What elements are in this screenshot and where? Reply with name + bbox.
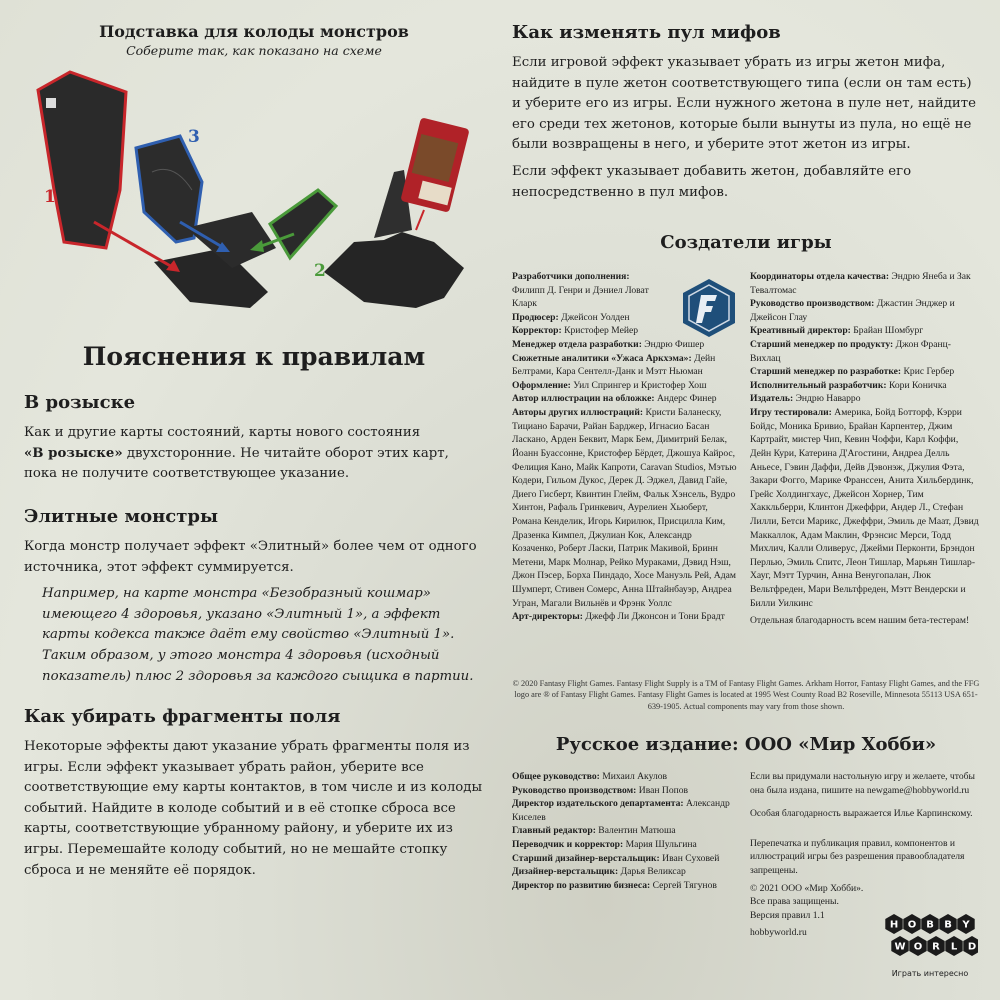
logo-letter: B bbox=[944, 919, 952, 931]
logo-letter: O bbox=[907, 919, 917, 931]
special-thanks: Особая благодарность выражается Илье Карпинскому. bbox=[750, 808, 973, 820]
credit-entry: Продюсер: Джейсон Уолден bbox=[512, 311, 630, 323]
stand-assembly-diagram bbox=[24, 62, 484, 312]
credit-entry: Старший менеджер по разработке: Крис Гербер bbox=[750, 366, 955, 378]
stand-diagram-svg bbox=[24, 62, 484, 312]
site-link[interactable]: hobbyworld.ru bbox=[750, 927, 807, 939]
right-column bbox=[512, 22, 980, 978]
copyright-note: Перепечатка и публикация правил, компонентов и иллюстраций игры без разрешения правообладателя запрещены. bbox=[750, 837, 965, 877]
fragments-text: Некоторые эффекты дают указание убрать фрагменты поля из игры. Если эффект указывает убрать район, уберите все соответствующие ему карты контактов, в том числе и из колоды событий. Найдите в колоде событий и в её стопке сброса все карты, соответствующие убранному району, и уберите их из игры. Перемешайте колоду событий, но не мешайте стопку сброса и не меняйте её порядок. bbox=[24, 739, 483, 878]
legal-notice: © 2020 Fantasy Flight Games. Fantasy Flight Supply is a TM of Fantasy Flight Games. Arkham Horror, Fantasy Flight Games, and the FFG logo are ® of Fantasy Flight Games. Fantasy Flight Games is located at 1995 West County Road B2 Roseville, Minnesota 55113 USA 651-639-1905. Actual components may vary from those shown. bbox=[512, 679, 980, 711]
credits-col-2 bbox=[750, 270, 980, 628]
logo-letter: L bbox=[950, 941, 958, 953]
copyright: © 2021 ООО «Мир Хобби». Все права защищены. bbox=[750, 882, 864, 908]
left-column bbox=[24, 22, 484, 878]
stand-piece-2 bbox=[270, 190, 336, 258]
logo-letter: D bbox=[967, 941, 977, 953]
credit-entry: Разработчики дополнения: Филипп Д. Генри и Дэниел Ловат Кларк bbox=[512, 271, 649, 310]
myth-heading: Как изменять пул мифов bbox=[512, 22, 781, 43]
credit-entry: Креативный директор: Брайан Шомбург bbox=[750, 325, 924, 337]
logo-tagline: Играть интересно bbox=[891, 969, 969, 978]
credit-entry: Менеджер отдела разработки: Эндрю Фишер bbox=[512, 339, 705, 351]
logo-letter: Y bbox=[962, 919, 970, 931]
staff-entry: Старший дизайнер-верстальщик: Иван Суховей bbox=[512, 852, 720, 864]
staff-entry: Директор издательского департамента: Александр Киселев bbox=[512, 798, 730, 823]
logo-letter: W bbox=[894, 941, 906, 953]
wanted-heading: В розыске bbox=[24, 392, 136, 413]
credit-entry: Руководство производством: Джастин Энджер и Джейсон Глау bbox=[750, 298, 955, 323]
credit-entry: Издатель: Эндрю Наварро bbox=[750, 393, 861, 405]
logo-letter: O bbox=[913, 941, 923, 953]
wanted-text: Как и другие карты состояний, карты нового состояния «В розыске» двухсторонние. Не читайте оборот этих карт, пока не получите соответствующее указание. bbox=[24, 425, 449, 482]
credit-entry: Оформление: Уил Спрингер и Кристофер Хош bbox=[512, 379, 707, 391]
staff-entry: Руководство производством: Иван Попов bbox=[512, 784, 689, 796]
credit-entry: Автор иллюстрации на обложке: Андерс Финер bbox=[512, 393, 717, 405]
staff-entry: Директор по развитию бизнеса: Сергей Тягунов bbox=[512, 879, 717, 891]
rules-version: Версия правил 1.1 bbox=[750, 909, 825, 921]
label-1: 1 bbox=[44, 187, 56, 207]
ffg-mini-icon bbox=[46, 98, 56, 108]
stand-piece-3 bbox=[136, 136, 202, 242]
logo-letter: H bbox=[889, 919, 899, 931]
credit-entry: Арт-директоры: Джефф Ли Джонсон и Тони Брадт bbox=[512, 611, 725, 623]
credit-entry: Исполнительный разработчик: Кори Коничка bbox=[750, 379, 947, 391]
credit-entry: Старший менеджер по продукту: Джон Франц-Вихлац bbox=[750, 339, 951, 364]
russian-edition-title: Русское издание: ООО «Мир Хобби» bbox=[555, 734, 937, 755]
credit-entry: Авторы других иллюстраций: Кристи Баланеску, Тициано Барачи, Райан Барджер, Игнасио Басан Ласкано, Арден Беквит, Марк Бем, Димитрий Белак, Йоанн Буассонне, Кристофер Бёрдет, Джошуа Кайрос, Фелиция Кано, Майк Капроти, Caravan Studios, Мэтью Кодери, Гильом Дукос, Дерек Д. Эджел, Давид Гайе, Диего Гисберт, Квинтин Глейм, Фальк Хэнсель, Вудро Хинтон, Рафаль Гринкевич, Аурелиен Хьюберт, Романа Кенделик, Игорь Кирилюк, Присцилла Ким, Дразенка Кимпел, Джулиан Кок, Александр Козаченко, Роберт Ласки, Патрик Макивой, Бринн Метени, Марк Молнар, Рейко Мураками, Дэвид Нэш, Джон Пэсер, Борха Пиндадо, Хосе Мануэль Рей, Адам Шумперт, Стивен Сомерс, Анна Штайнбауэр, Андреа Угран, Магали Вильнёв и Фрэнк Уоллс bbox=[512, 407, 737, 609]
russian-staff bbox=[512, 770, 742, 892]
staff-entry: Общее руководство: Михаил Акулов bbox=[512, 771, 668, 782]
stand-title: Подставка для колоды монстров bbox=[99, 22, 409, 41]
stand-subtitle: Соберите так, как показано на схеме bbox=[126, 43, 382, 58]
credit-entry: Игру тестировали: Америка, Бойд Ботторф, Кэрри Бойдс, Моника Бривио, Брайан Карпентер, Джим Картрайт, мистер Чип, Кевин Чоффи, Карл Коффи, Дейн Кури, Катерина Д'Агостини, Андреа Делль Аньесе, Гэвин Даффи, Дейв Дэвонэж, Джулия Фэта, Закари Фогго, Марике Франссен, Анита Хильбердинк, Грейс Холдингхаус, Джейсон Хорнер, Тим Хаккльберри, Клинтон Джеффри, Андер Л., Стефан Лилли, Бетси Марикс, Джеффри, Эмиль де Маат, Дэвид Маккаллок, Адам Маклин, Фрэнсис Мерси, Тодд Михлич, Калли Оливерус, Джейми Перконти, Брэндон Перлью, Эмиль Спитс, Леон Тишлар, Марьян Тишлар-Хауг, Мэтт Турчин, Анна Венугопалан, Люк Вельтфреден, Мари Вельтфреден, Мэтт Вендерски и Билли Уилкинс bbox=[750, 407, 979, 609]
staff-entry: Дизайнер-верстальщик: Дарья Великсар bbox=[512, 866, 686, 878]
contact-text: Если вы придумали настольную игру и желаете, чтобы она была издана, пишите на newgame@hobbyworld.ru bbox=[750, 771, 975, 796]
credit-entry: Сюжетные аналитики «Ужаса Аркхэма»: Дейн Белтрами, Кара Сентелл-Данк и Мэтт Ньюман bbox=[512, 352, 716, 378]
credits-thanks: Отдельная благодарность всем нашим бета-тестерам! bbox=[750, 615, 970, 627]
logo-letter: B bbox=[926, 919, 934, 931]
staff-entry: Главный редактор: Валентин Матюша bbox=[512, 825, 676, 837]
label-2: 2 bbox=[314, 261, 326, 281]
ffg-logo bbox=[681, 277, 737, 339]
elite-text: Когда монстр получает эффект «Элитный» более чем от одного источника, этот эффект суммируется. bbox=[24, 539, 477, 575]
rules-title: Пояснения к правилам bbox=[82, 342, 426, 371]
myth-paragraph-2: Если эффект указывает добавить жетон, добавляйте его непосредственно в пул мифов. bbox=[512, 164, 912, 200]
assembled-stand bbox=[324, 117, 470, 308]
fragments-heading: Как убирать фрагменты поля bbox=[24, 706, 341, 727]
elite-example: Например, на карте монстра «Безобразный кошмар» имеющего 4 здоровья, указано «Элитный 1», а эффект карты кодекса также даёт ему свойство «Элитный 1». Таким образом, у этого монстра 4 здоровья (исходный показатель) плюс 2 здоровья за каждого сыщика в партии. bbox=[42, 586, 474, 684]
staff-entry: Переводчик и корректор: Мария Шульгина bbox=[512, 839, 697, 851]
credit-entry: Координаторы отдела качества: Эндрю Янеба и Зак Тевалтомас bbox=[750, 271, 971, 296]
stand-piece-1 bbox=[38, 72, 126, 248]
section-wanted bbox=[24, 392, 484, 485]
label-3: 3 bbox=[188, 127, 200, 147]
section-elite bbox=[24, 506, 484, 687]
myth-paragraph-1: Если игровой эффект указывает убрать из игры жетон мифа, найдите в пуле жетон соответствующего типа (если он там есть) и уберите его из игры. Если нужного жетона в пуле нет, найдите его среди тех жетонов, которые были вынуты из пула, но ещё не были возвращены в него, и уберите этот жетон из игры. bbox=[512, 55, 976, 153]
section-fragments bbox=[24, 706, 484, 881]
hobby-world-logo bbox=[882, 910, 978, 980]
credit-entry: Корректор: Кристофер Мейер bbox=[512, 325, 639, 337]
credits-title: Создатели игры bbox=[660, 232, 832, 253]
logo-letter: R bbox=[932, 941, 940, 953]
section-myth bbox=[512, 22, 980, 203]
elite-heading: Элитные монстры bbox=[24, 506, 219, 527]
